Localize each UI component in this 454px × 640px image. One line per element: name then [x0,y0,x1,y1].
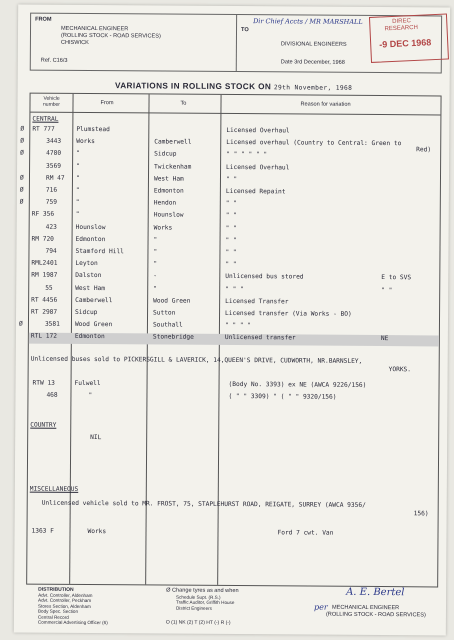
from-cell: Edmonton [75,235,106,243]
from-cell: Camberwell [75,296,113,304]
vehicle-number: 716 [45,186,58,194]
document-sheet [14,4,450,635]
reason-extra: E to SVS [381,274,412,282]
to-line1: DIVISIONAL ENGINEERS [280,41,347,48]
to-cell: - [153,272,158,280]
to-cell: " [153,260,158,268]
reason-cell: " " " " " " [226,151,268,159]
to-cell: Sutton [153,309,176,317]
row-tick: Ø [20,125,25,133]
reason-cell: Licensed Repaint [225,187,286,196]
row-tick: Ø [19,198,24,206]
col-header-reason: Reason for variation [300,101,351,108]
reason-extra: Red) [416,146,432,154]
distribution-title: DISTRIBUTION [38,586,74,593]
reason-cell: Unlicensed bus stored [225,273,304,281]
vehicle-number: 4780 [46,150,62,158]
from-cell: " [75,211,80,219]
to-cell: Hounslow [153,211,184,220]
stamp-date: -9 DEC 1968 [379,37,432,50]
section-country: COUNTRY [30,421,57,429]
to-cell: Hendon [153,199,177,207]
reason-extra: " " [381,286,393,294]
to-cell: " [153,285,157,293]
to-cell: West Ham [153,175,184,183]
document-title: VARIATIONS IN ROLLING STOCK ON 29th November, 1968 [114,81,353,92]
reason-cell: " " [225,261,237,269]
reason-extra: NE [380,335,389,343]
from-line3: CHISWICK [60,39,89,46]
vehicle-number: 3443 [46,137,62,145]
from-cell: " [75,186,80,194]
reason-cell: " " [225,236,237,244]
vehicle-number: RM 1987 [31,271,58,280]
row-tick: Ø [19,186,24,194]
from-cell: " [75,199,80,207]
from-cell: Works [76,138,95,146]
reason-cell: " " " [225,285,244,293]
vehicle-number: RML2401 [31,259,58,267]
from-cell: Stamford Hill [75,247,124,256]
reason-cell: " " [225,248,237,257]
from-cell: Sidcup [75,308,98,317]
table-row: 1363 F Works Ford 7 cwt. Van [31,527,334,537]
table-row: 468 " ( " " 3309) " ( " " 9320/156) [46,391,337,401]
from-cell: Wood Green [74,321,113,329]
to-cell: Works [153,224,173,232]
reason-cell: " " [225,212,237,220]
misc-line-2: 156) [413,510,429,518]
sold-line-1: Unlicensed buses sold to PICKERSGILL & LAVERICK, 14,QUEEN'S DRIVE, CUDWORTH, NR.BARNSLEY, [30,355,363,365]
table-row [29,333,439,347]
vehicle-number: RT 777 [32,125,55,133]
signature-title-1: MECHANICAL ENGINEER [331,604,400,612]
from-cell: " [75,174,80,182]
reason-cell: " " [225,200,238,208]
distribution-list: Advt. Controller, Aldenham Advt. Controller, Peckham Stores Section, Aldenham Body Spec. Section Central Record Commercial Advertising Officer (6) [37,592,108,626]
reason-cell: Licensed overhaul (Country to Central: Green to [226,139,402,148]
vehicle-number: RM 47 [45,174,65,182]
misc-line-1: Unlicensed vehicle sold to MR. FROST, 75, STAPLEHURST ROAD, REIGATE, SURREY (AWCA 9356/ [41,499,366,509]
table-row: RTW 13 Fulwell (Body No. 3393) ex NE (AWCA 9226/156) [32,379,367,389]
title-date: 29th November, 1968 [273,84,353,92]
vehicle-number: 423 [45,223,57,231]
from-cell: Leyton [75,260,98,268]
from-line1: MECHANICAL ENGINEER [61,25,129,33]
to-cell: " [153,236,158,244]
row-tick: Ø [18,320,23,328]
variations-table [18,93,441,588]
vehicle-number: 55 [45,284,53,292]
footer [26,587,436,634]
vehicle-number: RT 2987 [31,308,58,316]
handwritten-addressee: Dir Chief Accts / MR MARSHALL [253,17,363,26]
row-tick: Ø [20,137,25,145]
reason-cell: Licensed Overhaul [226,163,290,171]
signature-title-2: (ROLLING STOCK - ROAD SERVICES) [325,611,426,619]
reason-cell: Licensed transfer (Via Works - BO) [225,309,352,318]
vehicle-number: 3569 [46,162,62,170]
to-cell: Camberwell [154,138,192,146]
to-cell: Southall [152,321,183,329]
from-cell: Hounslow [75,223,106,231]
reference-number: Ref. C16/3 [40,57,68,64]
sold-line-2: YORKS. [388,366,412,374]
section-central: CENTRAL [32,115,59,123]
reason-cell: " " [225,175,238,183]
from-line2: (ROLLING STOCK - ROAD SERVICES) [60,32,161,40]
from-cell: " [76,150,80,158]
to-label: TO [241,27,249,34]
to-cell: Stonebridge [152,333,194,342]
reason-cell: " " " " [224,322,252,330]
row-tick: Ø [20,149,24,157]
footnote-list: Schedule Supt. (R.S.) Traffic Auditor, Griffith House District Engineers [175,594,235,611]
col-header-from: From [100,100,114,107]
footnote-tyres: Ø Change tyres as and when [166,587,239,595]
col-header-to: To [180,100,187,107]
reason-cell: " " [225,224,237,232]
reason-cell: Licensed Transfer [225,297,289,306]
reason-cell: Unlicensed transfer [224,334,296,342]
per-mark: per [313,602,328,612]
vehicle-number: RF 356 [31,210,55,219]
section-miscellaneous: MISCELLANEOUS [29,485,79,493]
to-cell: Sidcup [154,150,177,158]
signature: A. E. Bertel [346,586,405,599]
country-nil: NIL [90,434,102,442]
from-cell: West Ham [75,284,106,292]
from-cell: " [76,162,80,170]
vehicle-number: 3581 [44,320,60,328]
from-cell: Edmonton [74,333,105,341]
from-cell: Plumstead [76,125,110,134]
to-cell: Twickenham [154,163,192,171]
vehicle-number: RM 720 [31,235,54,243]
col-header-vehicle: Vehicle number [42,95,60,108]
vehicle-number: RT 4456 [31,296,58,304]
from-label: FROM [35,16,52,23]
reason-cell: Licensed Overhaul [226,126,290,135]
received-stamp: DIREC RESEARCH -9 DEC 1968 [369,13,449,62]
footnote-codes: O (1) NK (2) T (2) HT (-) R (-) [165,619,231,626]
to-cell: Edmonton [153,187,184,195]
vehicle-number: RTL 172 [30,332,57,341]
vehicle-number: 794 [45,247,57,255]
row-tick: Ø [19,174,24,182]
to-cell: " [153,248,158,256]
vehicle-number: 759 [45,198,58,206]
document-date: Date 3rd December, 1968 [280,59,345,66]
to-cell: Wood Green [153,297,191,305]
from-cell: Dalston [75,272,102,280]
